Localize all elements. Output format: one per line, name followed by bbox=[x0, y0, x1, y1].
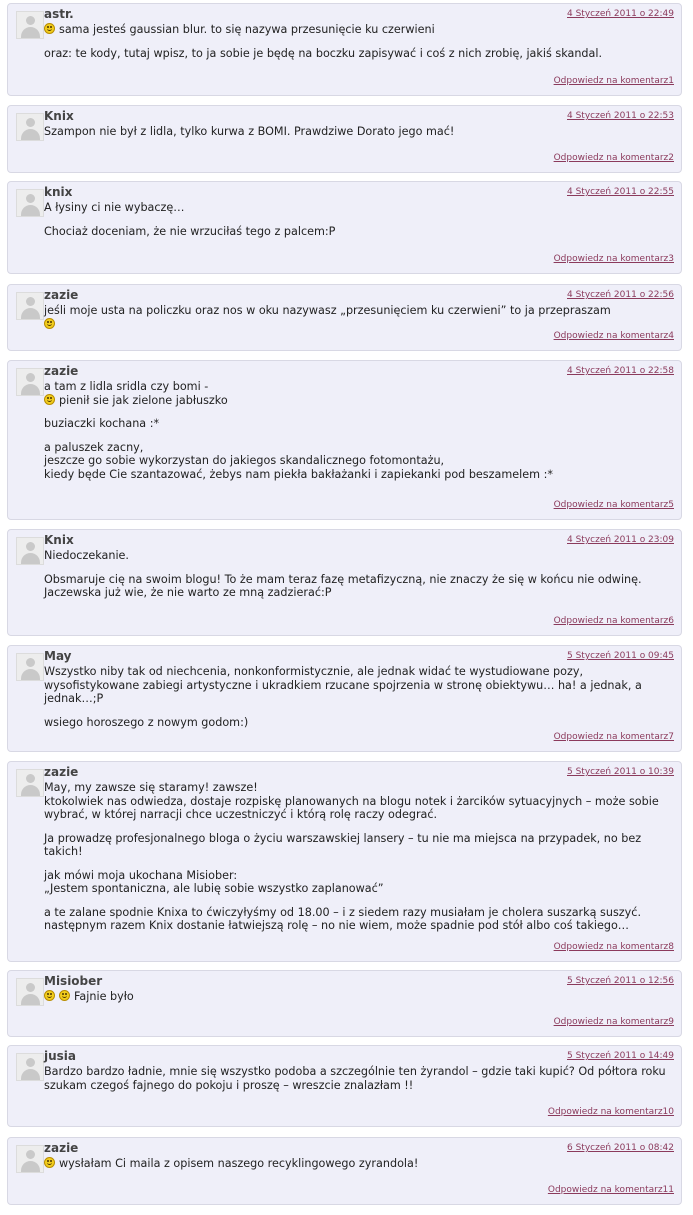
comment-date-link[interactable]: 5 Styczeń 2011 o 09:45 bbox=[567, 651, 674, 661]
comment-date-link[interactable]: 5 Styczeń 2011 o 10:39 bbox=[567, 767, 674, 777]
comment-paragraph bbox=[44, 394, 673, 408]
avatar bbox=[16, 769, 44, 797]
comment-date-link[interactable]: 4 Styczeń 2011 o 22:53 bbox=[567, 111, 674, 121]
reply-link[interactable]: Odpowiedz na komentarz1 bbox=[553, 76, 674, 86]
reply-link[interactable]: Odpowiedz na komentarz3 bbox=[553, 254, 674, 264]
comment-paragraph bbox=[44, 225, 673, 239]
reply-link[interactable]: Odpowiedz na komentarz8 bbox=[553, 942, 674, 952]
comment-body bbox=[44, 665, 673, 729]
avatar bbox=[16, 113, 44, 141]
smiley-icon bbox=[44, 394, 55, 405]
comment-date-link[interactable]: 4 Styczeń 2011 o 23:09 bbox=[567, 535, 674, 545]
comment-paragraph bbox=[44, 201, 673, 215]
smiley-icon bbox=[44, 23, 55, 34]
comment-10 bbox=[7, 1045, 682, 1127]
comment-paragraph bbox=[44, 47, 673, 61]
paragraph-text: wsiego horoszego z nowym godom:) bbox=[44, 715, 249, 729]
comment-author: knix bbox=[44, 185, 73, 199]
comment-body bbox=[44, 1157, 673, 1171]
comment-author: zazie bbox=[44, 364, 79, 378]
comment-paragraph bbox=[44, 1065, 673, 1092]
paragraph-text: wysłałam Ci maila z opisem naszego recyklingowego zyrandola! bbox=[59, 1157, 419, 1170]
comment-paragraph bbox=[44, 441, 673, 482]
paragraph-text: Szampon nie był z lidla, tylko kurwa z BOMI. Prawdziwe Dorato jego mać! bbox=[44, 125, 455, 138]
comment-2 bbox=[7, 105, 682, 173]
paragraph-text: Chociaż doceniam, że nie wrzuciłaś tego z palcem:P bbox=[44, 224, 336, 238]
comment-paragraph bbox=[44, 573, 673, 600]
avatar bbox=[16, 1053, 44, 1081]
comment-body bbox=[44, 304, 673, 331]
paragraph-text: May, my zawsze się staramy! zawsze! ktokolwiek nas odwiedza, dostaje rozpiskę planowanych na blogu notek i żarcików sytuacyjnych – może sobie wybrać, w której narracji chce uczestniczyć i którą rolę raczy odegrać. bbox=[44, 781, 659, 821]
paragraph-text: Fajnie było bbox=[74, 990, 134, 1003]
comment-paragraph bbox=[44, 716, 673, 730]
comment-date-link[interactable]: 5 Styczeń 2011 o 14:49 bbox=[567, 1051, 674, 1061]
comment-date-link[interactable]: 5 Styczeń 2011 o 12:56 bbox=[567, 976, 674, 986]
reply-link[interactable]: Odpowiedz na komentarz11 bbox=[547, 1185, 674, 1195]
reply-link[interactable]: Odpowiedz na komentarz10 bbox=[547, 1107, 674, 1117]
comment-body bbox=[44, 201, 673, 238]
paragraph-text: a tam z lidla sridla czy bomi - bbox=[44, 380, 209, 393]
comment-body bbox=[44, 23, 673, 60]
paragraph-text: jeśli moje usta na policzku oraz nos w oku nazywasz „przesunięciem ku czerwieni” to ja przepraszam bbox=[44, 304, 611, 317]
comment-paragraph bbox=[44, 125, 673, 139]
reply-link[interactable]: Odpowiedz na komentarz9 bbox=[553, 1017, 674, 1027]
comment-date-link[interactable]: 4 Styczeń 2011 o 22:49 bbox=[567, 9, 674, 19]
paragraph-text: sama jesteś gaussian blur. to się nazywa przesunięcie ku czerwieni bbox=[59, 23, 435, 36]
comment-author: zazie bbox=[44, 288, 79, 302]
avatar bbox=[16, 653, 44, 681]
avatar bbox=[16, 978, 44, 1006]
smiley-icon bbox=[44, 1157, 55, 1168]
comment-paragraph bbox=[44, 832, 673, 859]
paragraph-text: Wszystko niby tak od niechcenia, nonkonformistycznie, ale jednak widać te wystudiowane pozy, wysofistykowane zabiegi artystyczne i ukradkiem rzucane spojrzenia w stronę obiektywu… ha! a jednak, a jednak…;P bbox=[44, 665, 642, 705]
comment-body bbox=[44, 781, 673, 933]
comment-date-link[interactable]: 4 Styczeń 2011 o 22:55 bbox=[567, 187, 674, 197]
comment-paragraph bbox=[44, 417, 673, 431]
comment-8 bbox=[7, 761, 682, 962]
avatar bbox=[16, 11, 44, 39]
paragraph-text: buziaczki kochana :* bbox=[44, 417, 160, 430]
comment-6 bbox=[7, 529, 682, 636]
comment-date-link[interactable]: 6 Styczeń 2011 o 08:42 bbox=[567, 1143, 674, 1153]
comment-7 bbox=[7, 645, 682, 752]
paragraph-text: pienił sie jak zielone jabłuszko bbox=[59, 393, 228, 407]
paragraph-text: jak mówi moja ukochana Misiober: „Jestem spontaniczna, ale lubię sobie wszystko zaplanować” bbox=[44, 868, 384, 895]
comment-3 bbox=[7, 181, 682, 274]
paragraph-text: A łysiny ci nie wybaczę… bbox=[44, 201, 185, 214]
comment-9 bbox=[7, 970, 682, 1037]
comment-body bbox=[44, 125, 673, 139]
reply-link[interactable]: Odpowiedz na komentarz7 bbox=[553, 732, 674, 742]
comment-paragraph bbox=[44, 665, 673, 706]
comment-author: zazie bbox=[44, 1141, 79, 1155]
comment-4 bbox=[7, 284, 682, 351]
comment-date-link[interactable]: 4 Styczeń 2011 o 22:58 bbox=[567, 366, 674, 376]
paragraph-text: Bardzo bardzo ładnie, mnie się wszystko podoba a szczególnie ten żyrandol – gdzie taki kupić? Od półtora roku szukam czegoś fajnego do pokoju i proszę – wreszcie znalazłam !! bbox=[44, 1065, 666, 1092]
comment-paragraph bbox=[44, 869, 673, 896]
paragraph-text: Ja prowadzę profesjonalnego bloga o życiu warszawskiej lansery – tu nie ma miejsca na przypadek, no bez takich! bbox=[44, 831, 642, 858]
comment-paragraph bbox=[44, 23, 673, 37]
comment-paragraph bbox=[44, 990, 673, 1004]
paragraph-text: oraz: te kody, tutaj wpisz, to ja sobie je będę na boczku zapisywać i coś z nich zrobię, jakiś skandal. bbox=[44, 46, 603, 60]
comment-author: Misiober bbox=[44, 974, 103, 988]
comment-author: astr. bbox=[44, 7, 74, 21]
reply-link[interactable]: Odpowiedz na komentarz2 bbox=[553, 153, 674, 163]
avatar bbox=[16, 189, 44, 217]
reply-link[interactable]: Odpowiedz na komentarz5 bbox=[553, 500, 674, 510]
avatar bbox=[16, 368, 44, 396]
comment-author: May bbox=[44, 649, 72, 663]
paragraph-text: a te zalane spodnie Knixa to ćwiczyłyśmy od 18.00 – i z siedem razy musiałam je cholera suszarką suszyć. następnym razem Knix dostanie łatwiejszą rolę – no nie wiem, może spadnie pod stół albo coś takiego… bbox=[44, 905, 641, 932]
comment-11 bbox=[7, 1137, 682, 1205]
comment-author: zazie bbox=[44, 765, 79, 779]
comment-body bbox=[44, 990, 673, 1004]
comment-1 bbox=[7, 3, 682, 96]
comment-5 bbox=[7, 360, 682, 520]
avatar bbox=[16, 537, 44, 565]
comment-body bbox=[44, 549, 673, 600]
comment-body bbox=[44, 380, 673, 481]
smiley-icon bbox=[44, 318, 55, 329]
paragraph-text: Niedoczekanie. bbox=[44, 549, 129, 562]
paragraph-text: a paluszek zacny, jeszcze go sobie wykorzystan do jakiegos skandalicznego fotomontażu, kiedy będe Cie szantazować, żebys nam piekła bakłażanki i zapiekanki pod beszamelem :* bbox=[44, 440, 553, 481]
smiley-icon bbox=[44, 990, 55, 1001]
comment-paragraph bbox=[44, 549, 673, 563]
comment-body bbox=[44, 1065, 673, 1092]
comment-paragraph bbox=[44, 1157, 673, 1171]
comment-author: jusia bbox=[44, 1049, 77, 1063]
comment-author: Knix bbox=[44, 109, 74, 123]
comment-paragraph bbox=[44, 906, 673, 933]
comment-date-link[interactable]: 4 Styczeń 2011 o 22:56 bbox=[567, 290, 674, 300]
reply-link[interactable]: Odpowiedz na komentarz6 bbox=[553, 616, 674, 626]
avatar bbox=[16, 1145, 44, 1173]
comment-paragraph bbox=[44, 781, 673, 822]
avatar bbox=[16, 292, 44, 320]
reply-link[interactable]: Odpowiedz na komentarz4 bbox=[553, 331, 674, 341]
comment-author: Knix bbox=[44, 533, 74, 547]
paragraph-text: Obsmaruje cię na swoim blogu! To że mam teraz fazę metafizyczną, nie znaczy że się w końcu nie odwinę. Jaczewska już wie, że nie warto ze mną zadzierać:P bbox=[44, 572, 642, 599]
comment-paragraph bbox=[44, 380, 673, 394]
smiley-icon bbox=[59, 990, 70, 1001]
comment-paragraph bbox=[44, 304, 673, 331]
